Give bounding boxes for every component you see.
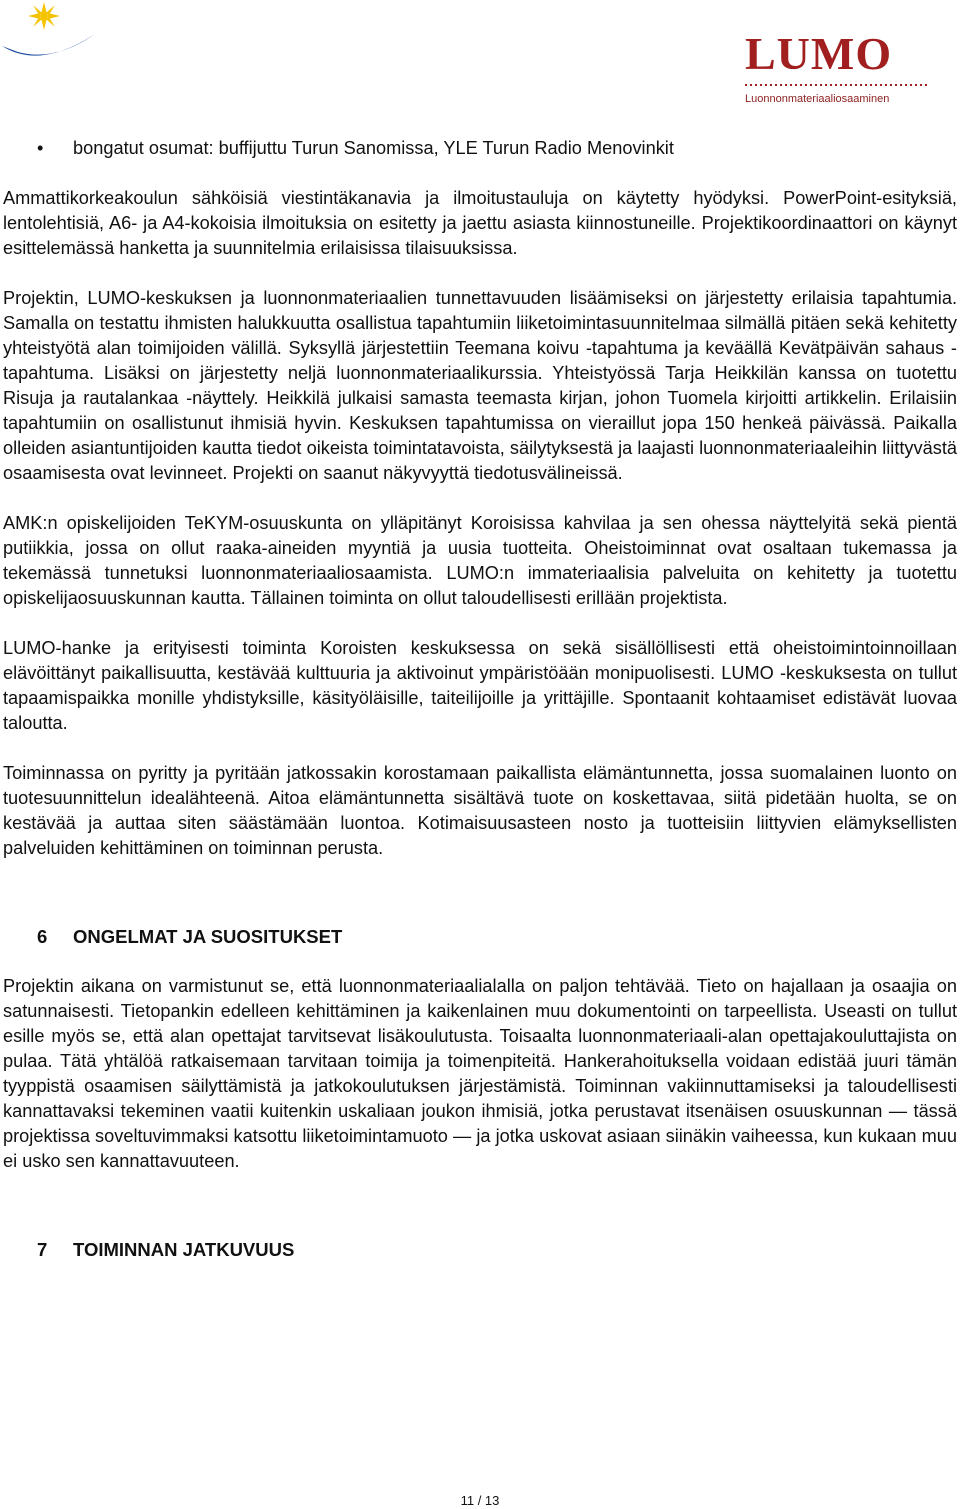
- paragraph: AMK:n opiskelijoiden TeKYM-osuuskunta on ylläpitänyt Koroisissa kahvilaa ja sen ohessa näyttelyitä sekä pientä putiikkia, jossa on ollut raaka-aineiden myyntiä ja uusia tuotteita. Oheistoiminnat ovat osaltaan tukemassa ja tekemässä tunnetuksi luonnonmateriaaliosaamista. LUMO:n immateriaalisia palveluita on kehitetty ja tuotettu opiskelijaosuuskunnan kautta. Tällainen toiminta on ollut taloudellisesti erillään projektista.: [3, 513, 957, 608]
- section-heading-6: [3, 924, 957, 949]
- section-title: ONGELMAT JA SUOSITUKSET: [73, 926, 343, 947]
- paragraph: Toiminnassa on pyritty ja pyritään jatkossakin korostamaan paikallista elämäntunnetta, jossa suomalainen luonto on tuotesuunnittelun idealähteenä. Aitoa elämäntunnetta sisältävä tuote on koskettavaa, siitä pidetään huolta, se on kestävää ja auttaa siten säästämään luontoa. Kotimaisuusasteen nosto ja tuotteisiin liittyvien elämyksellisten palveluiden kehittäminen on toiminnan perusta.: [3, 763, 957, 858]
- paragraph: LUMO-hanke ja erityisesti toiminta Koroisten keskuksessa on sekä sisällöllisesti että oheistoimintoinnoillaan elävöittänyt paikallisuutta, kestävää kulttuuria ja aktivoinut ympäristöään monipuolisesti. LUMO -keskuksesta on tullut tapaamispaikka monille yhdistyksille, käsityöläisille, taiteilijoille ja yrittäjille. Spontaanit kohtaamiset edistävät luovaa taloutta.: [3, 638, 957, 733]
- lumo-logo: [735, 30, 930, 110]
- paragraph: Projektin aikana on varmistunut se, että luonnonmateriaalialalla on paljon tehtävää. Tieto on hajallaan ja osaajia on satunnaisesti. Tietopankin edelleen kehittäminen ja kaikenlainen muu dokumentointi on tarpeellista. Useasti on tullut esille myös se, että alan opettajat tarvitsevat lisäkoulutusta. Toisaalta luonnonmateriaali-alan opettajakouluttajista on pulaa. Tätä yhtälöä ratkaisemaan tarvitaan toimija ja toimenpiteitä. Hankerahoituksella voidaan edistää juuri tämän tyyppistä osaamisen säilyttämistä ja jatkokoulutuksen järjestämistä. Toiminnan vakiinnuttamiseksi ja taloudellisesti kannattavaksi tekeminen vaatii kuitenkin uskaliaan joukon ihmisiä, jotka perustavat itsenäisen osuuskunnan — tässä projektissa soveltuvimmaksi katsottu liiketoimintamuoto — ja jotka uskovat asiaan siinäkin vaiheessa, kun kukaan muu ei usko sen kannattavuuteen.: [3, 976, 957, 1171]
- bullet-text: bongatut osumat: buffijuttu Turun Sanomissa, YLE Turun Radio Menovinkit: [73, 138, 674, 158]
- document-body: [3, 136, 957, 1262]
- section-title: TOIMINNAN JATKUVUUS: [73, 1239, 295, 1260]
- page-number: 11 / 13: [460, 1493, 500, 1508]
- section-number: 6: [37, 926, 48, 947]
- section-heading-7: [3, 1237, 957, 1262]
- lumo-logo-word: LUMO: [745, 28, 893, 79]
- dotted-line-icon: [745, 82, 930, 88]
- section-number: 7: [37, 1239, 48, 1260]
- paragraph: Ammattikorkeakoulun sähköisiä viestintäkanavia ja ilmoitustauluja on käytetty hyödyksi. PowerPoint-esityksiä, lentolehtisiä, A6- ja A4-kokoisia ilmoituksia on esitetty ja jaettu asiasta kiinnostuneille. Projektikoordinaattori on käynyt esittelemässä hanketta ja suunnitelmia erilaisissa tilaisuuksissa.: [3, 188, 957, 258]
- sun-logo-icon: [0, 0, 110, 68]
- lumo-logo-subtitle: Luonnonmateriaaliosaaminen: [745, 93, 890, 105]
- bullet-icon: •: [37, 138, 44, 158]
- bullet-item: [3, 136, 957, 161]
- paragraph: Projektin, LUMO-keskuksen ja luonnonmateriaalien tunnettavuuden lisäämiseksi on järjestetty erilaisia tapahtumia. Samalla on testattu ihmisten halukkuutta osallistua tapahtumiin liiketoimintasuunnitelmaa silmällä pitäen sekä kehitetty yhteistyötä alan toimijoiden välillä. Syksyllä järjestettiin Teemana koivu -tapahtuma ja keväällä Kevätpäivän sahaus -tapahtuma. Lisäksi on järjestetty neljä luonnonmateriaalikurssia. Yhteistyössä Tarja Heikkilän kanssa on tuotettu Risuja ja rautalankaa -näyttely. Heikkilä julkaisi samasta teemasta kirjan, johon Tuomela kirjoitti artikkelin. Erilaisiin tapahtumiin on osallistunut ihmisiä hyvin. Keskuksen tapahtumissa on vieraillut jopa 150 henkeä päivässä. Paikalla olleiden asiantuntijoiden kautta tiedot oikeista toimintatavoista, säilytyksestä ja laajasti luonnonmateriaaleihin liittyvästä osaamisesta ovat levinneet. Projekti on saanut näkyvyyttä tiedotusvälineissä.: [3, 288, 957, 483]
